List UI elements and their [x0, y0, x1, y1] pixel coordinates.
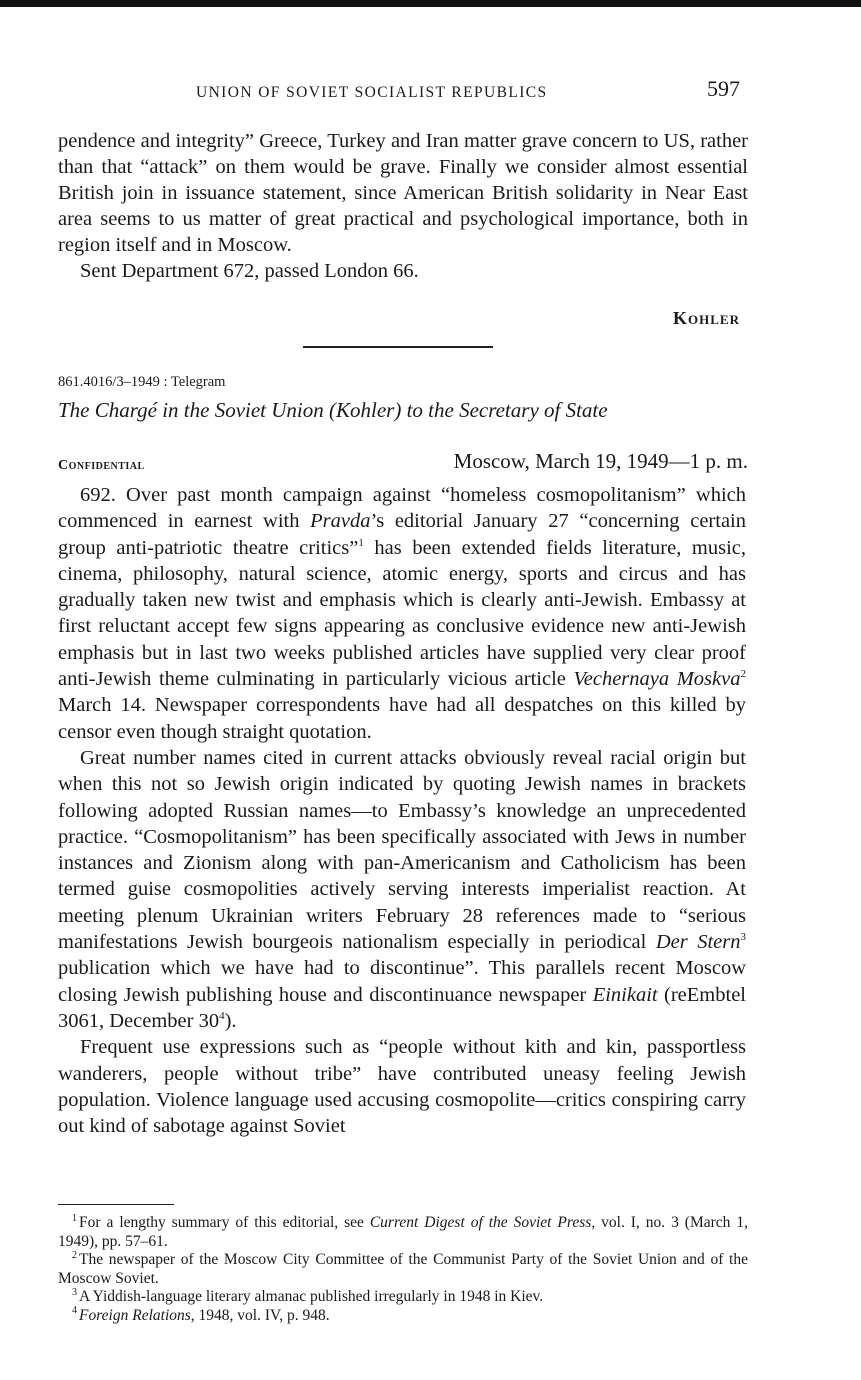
footnote-mark: 2 — [72, 1249, 77, 1261]
footnote-mark: 1 — [72, 1212, 77, 1224]
text-run: March 14. Newspaper correspondents have had all despatches on this killed by censor even though straight quotation. — [58, 694, 746, 743]
periodical-title: Der Stern — [655, 931, 741, 954]
text-run: The newspaper of the Moscow City Committee of the Communist Party of the Soviet Union and of the Moscow Soviet. — [58, 1251, 748, 1287]
continuation-block — [58, 128, 748, 284]
section-divider — [303, 346, 493, 348]
text-run: , vol. I, no. 3 (March 1, 1949), pp. 57–61. — [58, 1214, 748, 1250]
footnote-ref: 3 — [740, 931, 747, 944]
dateline: Moscow, March 19, 1949—1 p. m. — [453, 449, 748, 473]
text-run: A Yiddish-language literary almanac published irregularly in 1948 in Kiev. — [79, 1288, 544, 1305]
footnote-2 — [58, 1251, 748, 1288]
sent-line: Sent Department 672, passed London 66. — [80, 260, 419, 282]
signature: Kohler — [673, 308, 740, 328]
text-run: 692. Over past month campaign against “homeless cosmopolitanism” which commenced in earnest with — [58, 484, 746, 533]
footnote-mark: 4 — [72, 1305, 77, 1317]
publication-title: Foreign Relations — [79, 1306, 191, 1324]
body-paragraph-2 — [58, 745, 746, 1034]
text-run: ’s editorial January 27 “concerning certain group anti-patriotic theatre critics” — [58, 510, 746, 559]
text-run: publication which we have had to discontinue”. This parallels recent Moscow closing Jewish publishing house and discontinuance newspaper — [58, 957, 746, 1006]
page-number: 597 — [707, 76, 740, 101]
footnote-ref: 2 — [740, 668, 746, 681]
classification-label: Confidential — [58, 458, 145, 473]
newspaper-title: Vechernaya Moskva — [573, 668, 741, 691]
footnote-divider — [58, 1204, 174, 1205]
body-paragraph-1 — [58, 482, 746, 745]
document-title: The Chargé in the Soviet Union (Kohler) to the Secretary of State — [58, 398, 608, 422]
file-reference: 861.4016/3–1949 : Telegram — [58, 374, 226, 390]
text-run: For a lengthy summary of this editorial, see — [79, 1214, 370, 1231]
footnote-3 — [58, 1288, 748, 1307]
publication-title: Current Digest of the Soviet Press — [369, 1214, 592, 1231]
telegram-body — [58, 482, 746, 1139]
footnote-1 — [58, 1214, 748, 1251]
footnotes — [58, 1214, 748, 1325]
body-paragraph-3: Frequent use expressions such as “people without kith and kin, passportless wanderers, people without tribe” have contributed uneasy feeling Jewish population. Violence language used accusing cosmopolite—critics conspiring carry out kind of sabotage against Soviet — [58, 1036, 746, 1138]
text-run: has been extended fields literature, music, cinema, philosophy, natural science, atomic energy, sports and circus and has gradually taken new twist and emphasis which is clearly anti-Jewish. Embassy at first reluctant accept few signs appearing as conclusive evidence new anti-Jewish emphasis but in last two weeks published articles have supplied very clear proof anti-Jewish theme culminating in particularly vicious article — [58, 536, 747, 691]
footnote-mark: 3 — [72, 1286, 77, 1298]
page-header — [58, 76, 748, 106]
scan-top-edge — [0, 0, 861, 7]
text-run: Great number names cited in current attacks obviously reveal racial origin but when this not so Jewish origin indicated by quoting Jewish names in brackets following adopted Russian names—to Embassy’s knowledge an unprecedented practice. “Cosmopolitanism” has been specifically associated with Jews in number instances and Zionism along with pan-Americanism and Catholicism has been termed guise cosmopolities actively serving interests imperialist reaction. At meeting plenum Ukrainian writers February 28 references made to “serious manifestations Jewish bourgeois nationalism especially in periodical — [58, 746, 746, 954]
footnote-4 — [58, 1307, 748, 1326]
text-run: , 1948, vol. IV, p. 948. — [190, 1306, 330, 1324]
footnote-ref: 4 — [219, 1010, 225, 1023]
newspaper-title: Einikait — [592, 983, 658, 1006]
text-run: ). — [224, 1009, 237, 1032]
continuation-paragraph: pendence and integrity” Greece, Turkey and Iran matter grave concern to US, rather than that “attack” on them would be grave. Finally we consider almost essential British join in issuance statement, since American British solidarity in Near East area seems to us matter of great practical and psychological importance, both in region itself and in Moscow. — [58, 130, 748, 256]
running-head: UNION OF SOVIET SOCIALIST REPUBLICS — [196, 84, 548, 101]
newspaper-title: Pravda — [310, 510, 371, 533]
text-run: (reEmbtel 3061, December 30 — [58, 983, 746, 1032]
footnote-ref: 1 — [358, 536, 364, 549]
